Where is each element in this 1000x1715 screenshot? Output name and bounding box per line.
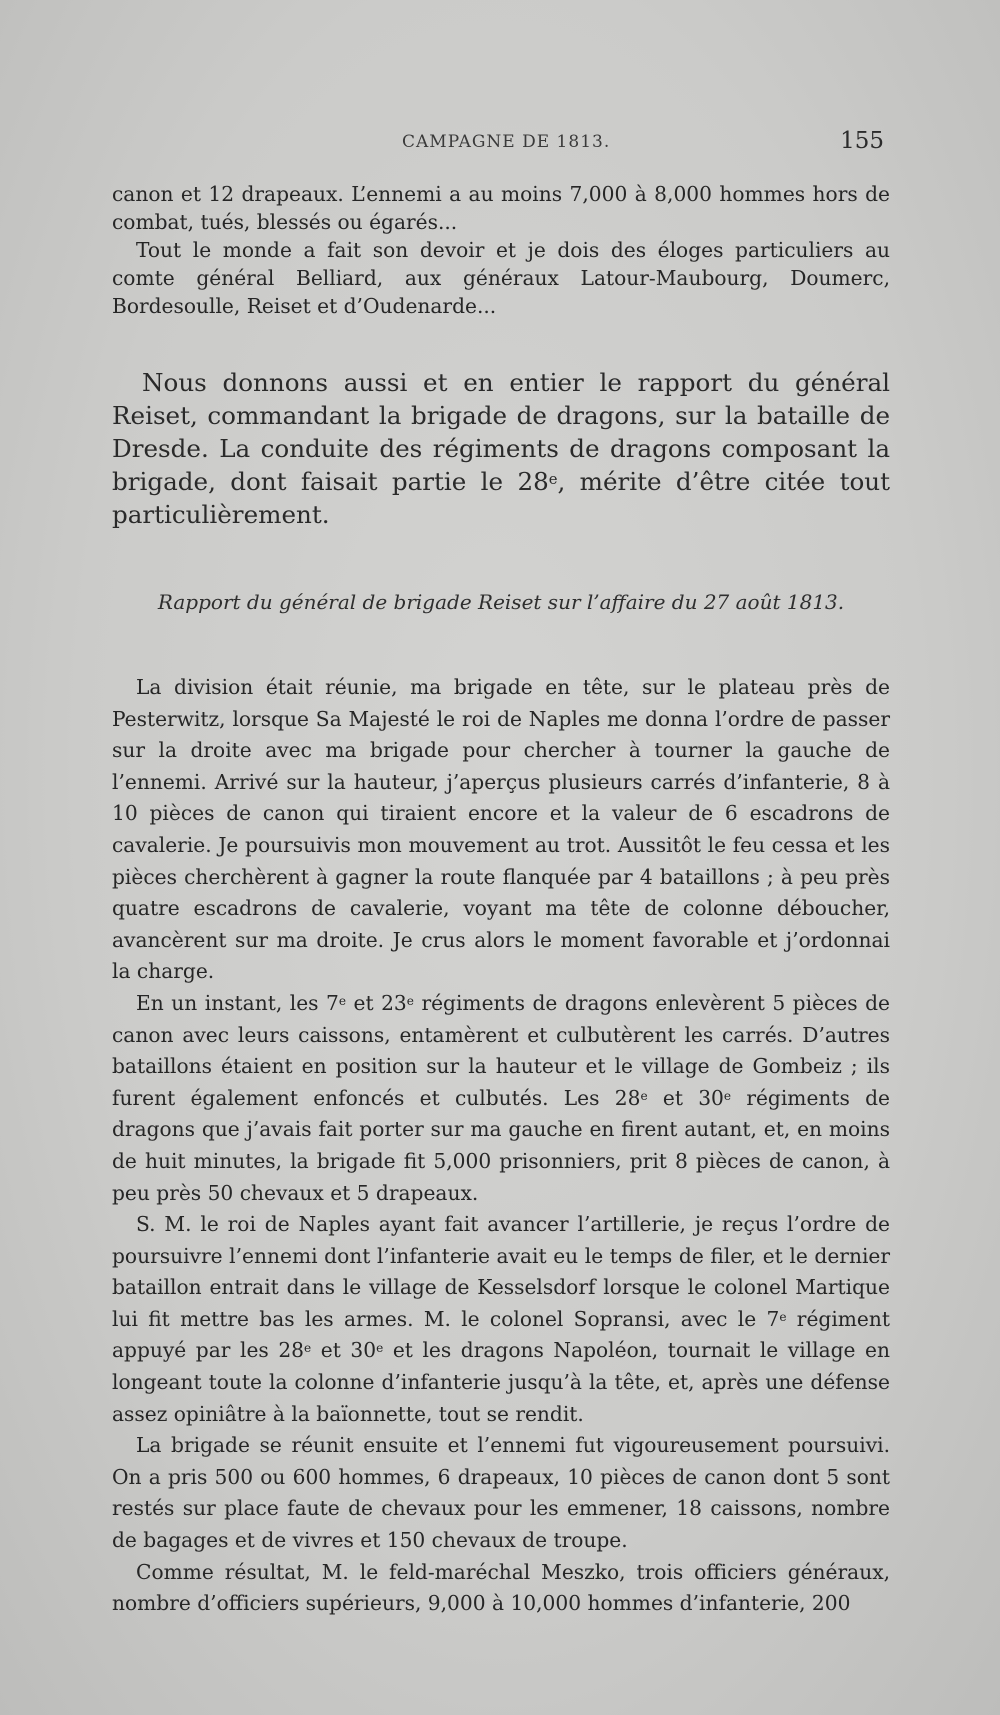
superscript: e [640,1088,648,1103]
paragraph: Tout le monde a fait son devoir et je dois des éloges particuliers au comte général Belliard, aux généraux Latour-Maubourg, Doumerc, Bordesoulle, Reiset et d’Oudenarde... [112,238,890,318]
paragraph: La division était réunie, ma brigade en tête, sur le plateau près de Pesterwitz, lorsque Sa Majesté le roi de Naples me donna l’ordre de passer sur la droite avec ma brigade pour chercher à tourner la gauche de l’ennemi. Arrivé sur la hauteur, j’aperçus plusieurs carrés d’infanterie, 8 à 10 pièces de canon qui tiraient encore et la valeur de 6 escadrons de cavalerie. Je poursuivis mon mouvement au trot. Aussitôt le feu cessa et les pièces cherchèrent à gagner la route flanquée par 4 bataillons ; à peu près quatre escadrons de cavalerie, voyant ma tête de colonne déboucher, avancèrent sur ma droite. Je crus alors le moment favorable et j’ordonnai la charge. [112,675,890,984]
text-span: et 23 [346,990,407,1015]
superscript: e [304,1341,312,1356]
text-span: et 30 [647,1085,724,1110]
text-span: et les dragons Napoléon, tournait le village en longeant toute la colonne d’infanterie jusqu’à la tête, et, après une défense assez opiniâtre à la baïonnette, tout se rendit. [112,1338,890,1426]
text-span: et 30 [311,1338,377,1363]
paragraph: Comme résultat, M. le feld-maréchal Meszko, trois officiers généraux, nombre d’officiers supérieurs, 9,000 à 10,000 hommes d’infanterie, 200 [112,1559,890,1616]
superscript: e [723,1088,732,1103]
text-span: S. M. le roi de Naples ayant fait avancer l’artillerie, je reçus l’ordre de poursuivre l’ennemi dont l’infanterie avait eu le temps de filer, et le dernier bataillon entrait dans le village de Kesselsdorf lorsque le colonel Martique lui fit mettre bas les armes. M. le colonel Sopransi, avec le 7 [112,1212,890,1331]
letter-excerpt [112,180,890,320]
editorial-introduction [112,366,890,531]
superscript: e [338,993,347,1008]
superscript: e [779,1309,787,1324]
text-span: régiment appuyé par les 28 [112,1306,890,1363]
paragraph [112,1209,890,1430]
paragraph: canon et 12 drapeaux. L’ennemi a au moins 7,000 à 8,000 hommes hors de combat, tués, blessés ou égarés... [112,182,890,234]
text-span: En un instant, les 7 [136,990,339,1015]
report-heading: Rapport du général de brigade Reiset sur l’affaire du 27 août 1813. [157,590,845,614]
superscript: e [406,993,414,1008]
paragraph [112,988,890,1209]
text-span: Nous donnons aussi et en entier le rapport du général Reiset, commandant la brigade de dragons, sur la bataille de Dresde. La conduite des régiments de dragons composant la brigade, dont faisait partie le 28 [112,368,890,496]
report-body [112,672,890,1620]
text-span: régiments de dragons que j’avais fait porter sur ma gauche en firent autant, et, en moins de huit minutes, la brigade fit 5,000 prisonniers, prit 8 pièces de canon, à peu près 50 chevaux et 5 drapeaux. [112,1085,890,1205]
paragraph: La brigade se réunit ensuite et l’ennemi fut vigoureusement poursuivi. On a pris 500 ou 600 hommes, 6 drapeaux, 10 pièces de canon dont 5 sont restés sur place faute de chevaux pour les emmener, 18 caissons, nombre de bagages et de vivres et 150 chevaux de troupe. [112,1433,890,1553]
running-title: CAMPAGNE DE 1813. [402,132,611,152]
page-number: 155 [840,128,884,154]
paragraph [112,366,890,531]
superscript: e [376,1341,384,1356]
superscript: e [548,471,558,488]
text-span: , mérite d’être citée tout particulièrement. [112,467,890,529]
text-span: régiments de dragons enlevèrent 5 pièces de canon avec leurs caissons, entamèrent et culbutèrent les carrés. D’autres bataillons étaient en position sur la hauteur et le village de Gombeiz ; ils furent également enfoncés et culbutés. Les 28 [112,990,890,1110]
page-header [112,128,884,162]
